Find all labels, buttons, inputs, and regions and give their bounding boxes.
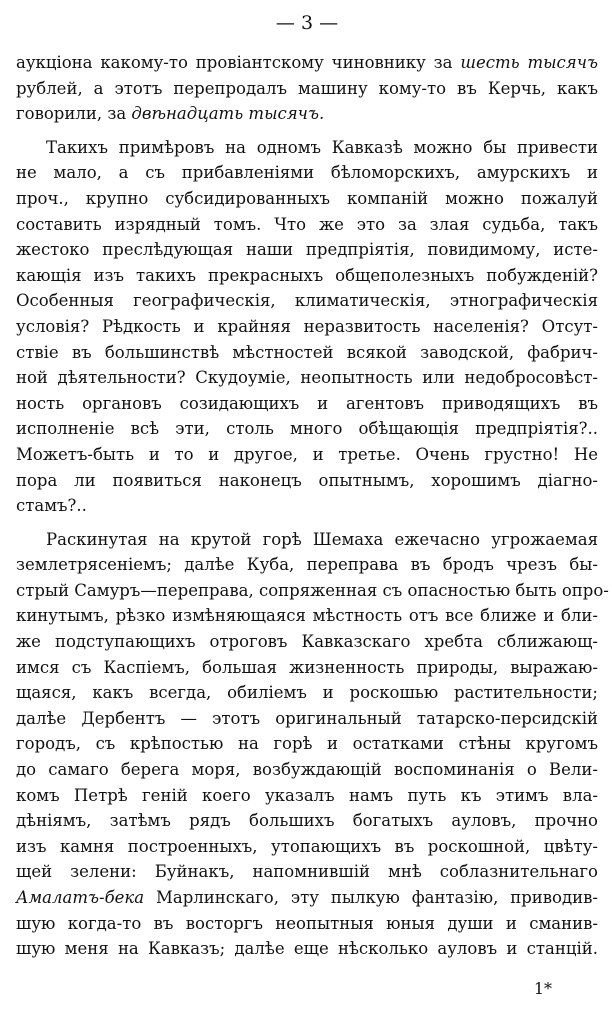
text-run: рублей, а этотъ перепродалъ машину кому-то въ Керчь, какъ <box>16 78 598 98</box>
paragraph <box>16 135 598 519</box>
text-line <box>16 135 598 161</box>
text-run: далѣе Дербентъ — этотъ оригинальный татарско-персидскій <box>16 708 598 728</box>
text-line <box>16 808 598 834</box>
text-run: до самаго берега моря, возбуждающій воспоминанія о Вели- <box>16 760 598 780</box>
text-run: шую когда-то въ восторгъ неопытныя юныя души и сманив- <box>16 913 598 933</box>
text-line <box>16 655 598 681</box>
text-line <box>16 468 598 494</box>
text-line <box>16 527 598 553</box>
text-run: ной дѣятельности? Скудоуміе, неопытность или недобросовѣст- <box>16 368 598 388</box>
text-run: составить изрядный томъ. Что же это за злая судьба, такъ <box>16 214 598 234</box>
text-run: жестоко преслѣдующая наши предпріятія, повидимому, исте- <box>16 240 598 260</box>
text-run: стрый Самуръ—переправа, сопряженная съ опасностью быть опро- <box>16 580 609 600</box>
text-line <box>16 629 598 655</box>
italic-text: шесть тысячъ <box>460 53 598 72</box>
text-line <box>16 160 598 186</box>
italic-text: двѣнадцать тысячъ. <box>131 104 325 124</box>
text-line <box>16 493 598 519</box>
text-run: щаяся, какъ всегда, обиліемъ и роскошью растительности; <box>16 683 598 703</box>
text-line <box>16 552 598 578</box>
text-line <box>16 680 598 706</box>
text-run: ность органовъ созидающихъ и агентовъ приводящихъ въ <box>16 393 598 413</box>
text-run: имся съ Каспіемъ, большая жизненность природы, выражаю- <box>16 657 598 677</box>
text-run: Такихъ примѣровъ на одномъ Кавказѣ можно бы привести <box>46 137 598 157</box>
text-line <box>16 340 598 366</box>
text-run: щей зелени: Буйнакъ, напомнившій мнѣ соблазнительнаго <box>16 862 598 882</box>
text-line <box>16 911 598 937</box>
text-line <box>16 263 598 289</box>
text-run: стамъ?.. <box>16 496 87 516</box>
text-line <box>16 237 598 263</box>
text-line <box>16 706 598 732</box>
paragraph <box>16 527 609 962</box>
text-line <box>16 50 598 76</box>
text-line <box>16 76 598 102</box>
text-line <box>16 936 598 962</box>
text-run: не мало, а съ прибавленіями бѣломорскихъ, амурскихъ и <box>16 163 598 183</box>
text-run: Марлинскаго, эту пылкую фантазію, приводив- <box>144 888 598 907</box>
text-line <box>16 783 598 809</box>
paragraph <box>16 50 598 127</box>
italic-text: Амалатъ-бека <box>16 888 145 907</box>
text-line <box>16 859 598 885</box>
text-run: кающія изъ такихъ прекрасныхъ общеполезныхъ побужденій? <box>16 265 598 285</box>
text-line <box>16 416 598 442</box>
text-run: Можетъ-быть и то и другое, и третье. Очень грустно! Не <box>16 444 598 464</box>
text-run: Особенныя географическія, климатическія, этнографическія <box>16 291 598 311</box>
text-line <box>16 101 598 127</box>
text-line <box>16 442 598 468</box>
signature-mark: 1* <box>533 979 552 998</box>
text-line <box>16 757 598 783</box>
text-run: дѣніямъ, затѣмъ рядъ большихъ богатыхъ ауловъ, прочно <box>16 811 598 831</box>
text-line <box>16 186 598 212</box>
text-line <box>16 834 598 860</box>
text-line <box>16 365 598 391</box>
text-run: изъ камня построенныхъ, утопающихъ въ роскошной, цвѣту- <box>16 836 598 856</box>
text-run: аукціона какому-то провіантскому чиновнику за <box>16 53 461 72</box>
text-line <box>16 731 598 757</box>
text-line <box>16 603 598 629</box>
text-run: же подступающихъ отроговъ Кавказскаго хребта сближающ- <box>16 632 598 652</box>
text-run: комъ Петрѣ геній коего указалъ намъ путь къ этимъ вла- <box>16 785 598 805</box>
text-line <box>16 288 598 314</box>
text-line <box>16 885 598 911</box>
text-run: землетрясеніемъ; далѣе Куба, переправа въ бродъ чрезъ бы- <box>16 555 598 575</box>
text-line <box>16 212 598 238</box>
text-run: пора ли появиться наконецъ опытнымъ, хорошимъ діагно- <box>16 470 598 490</box>
text-line <box>16 578 609 604</box>
text-run: исполненіе всѣ эти, столь много обѣщающія предпріятія?.. <box>16 419 598 439</box>
text-run: шую меня на Кавказъ; далѣе еще нѣсколько ауловъ и станцій. <box>16 939 598 959</box>
text-run: ствіе въ большинствѣ мѣстностей всякой заводской, фабрич- <box>16 342 598 362</box>
text-run: кинутымъ, рѣзко измѣняющаяся мѣстность отъ все ближе и бли- <box>16 606 598 626</box>
text-line <box>16 391 598 417</box>
body-text <box>16 50 609 962</box>
text-run: городъ, съ крѣпостью на горѣ и остатками стѣны кругомъ <box>16 734 598 754</box>
text-run: говорили, за <box>16 104 132 124</box>
text-run: Раскинутая на крутой горѣ Шемаха ежечасно угрожаемая <box>46 529 598 549</box>
text-run: условія? Рѣдкость и крайняя неразвитость населенія? Отсут- <box>16 316 598 336</box>
text-line <box>16 314 598 340</box>
page-number: — 3 — <box>275 12 339 34</box>
text-run: проч., крупно субсидированныхъ компаній можно пожалуй <box>16 188 598 208</box>
